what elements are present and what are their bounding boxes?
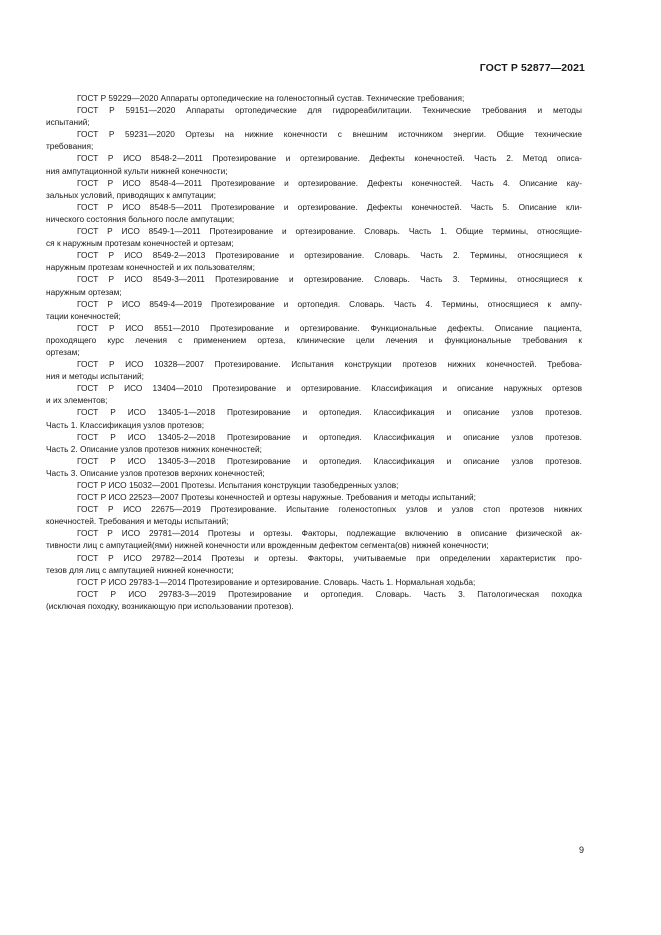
reference-line-first: ГОСТ Р ИСО 8549-4—2019 Протезирование и ортопедия. Словарь. Часть 4. Термины, относящиеся к ампу- — [77, 298, 582, 309]
reference-line-continuation: тации конечностей; — [46, 310, 121, 321]
reference-line-continuation: наружным протезам конечностей и их пользователям; — [46, 262, 255, 273]
reference-line-first: ГОСТ Р 59231—2020 Ортезы на нижние конечности с внешним источником энергии. Общие технические — [77, 129, 582, 140]
reference-item — [46, 358, 582, 382]
reference-item — [46, 152, 582, 176]
reference-line-continuation: ния ампутационной культи нижней конечности; — [46, 165, 228, 176]
document-header: ГОСТ Р 52877—2021 — [479, 62, 585, 74]
reference-item — [46, 104, 582, 128]
reference-item — [46, 322, 582, 358]
reference-line-continuation: тезов для лиц с ампутацией нижней конечности; — [46, 564, 234, 575]
references-list — [46, 92, 582, 612]
reference-line-first: ГОСТ Р ИСО 13404—2010 Протезирование и ортезирование. Классификация и описание наружных ортезов — [77, 383, 582, 394]
reference-line-first: ГОСТ Р 59229—2020 Аппараты ортопедические на голеностопный сустав. Технические требования; — [77, 93, 465, 103]
reference-item — [46, 382, 582, 406]
reference-line-first: ГОСТ Р ИСО 29781—2014 Протезы и ортезы. Факторы, подлежащие включению в описание физической ак- — [77, 528, 582, 539]
reference-line-continuation: нического состояния больного после ампутации; — [46, 213, 235, 224]
reference-line-continuation: проходящего курс лечения с применением ортеза, клинические цели лечения и функциональные требования к — [46, 334, 582, 345]
reference-line-continuation: ся к наружным протезам конечностей и ортезам; — [46, 238, 234, 249]
reference-item — [46, 552, 582, 576]
reference-line-continuation: зальных условий, приводящих к ампутации; — [46, 189, 216, 200]
reference-line-first: ГОСТ Р ИСО 8549-3—2011 Протезирование и ортезирование. Словарь. Часть 3. Термины, относящиеся к — [77, 274, 582, 285]
reference-item — [77, 479, 582, 491]
reference-line-continuation: тивности лиц с ампутацией(ями) нижней конечности или врожденным дефектом сегмента(ов) нижней конечности; — [46, 540, 489, 551]
reference-line-first: ГОСТ Р ИСО 8549-2—2013 Протезирование и ортезирование. Словарь. Часть 2. Термины, относящиеся к — [77, 250, 582, 261]
reference-line-continuation: Часть 1. Классификация узлов протезов; — [46, 419, 205, 430]
reference-item — [46, 503, 582, 527]
reference-item — [46, 128, 582, 152]
reference-item — [46, 273, 582, 297]
reference-item — [46, 431, 582, 455]
reference-line-continuation: ния и методы испытаний; — [46, 371, 144, 382]
reference-item — [46, 527, 582, 551]
reference-line-continuation: Часть 2. Описание узлов протезов нижних конечностей; — [46, 443, 262, 454]
reference-line-first: ГОСТ Р 59151—2020 Аппараты ортопедические для гидрореабилитации. Технические требования и методы — [77, 105, 582, 116]
reference-line-first: ГОСТ Р ИСО 8549-1—2011 Протезирование и ортезирование. Словарь. Часть 1. Общие термины, относящие- — [77, 226, 582, 237]
reference-line-continuation: (исключая походку, возникающую при использовании протезов). — [46, 600, 294, 611]
reference-line-continuation: требования; — [46, 141, 94, 152]
reference-line-first: ГОСТ Р ИСО 22675—2019 Протезирование. Испытание голеностопных узлов и узлов стоп протезов нижних — [77, 504, 582, 515]
reference-line-first: ГОСТ Р ИСО 10328—2007 Протезирование. Испытания конструкции протезов нижних конечностей. Требова- — [77, 359, 582, 370]
reference-item — [46, 177, 582, 201]
reference-line-first: ГОСТ Р ИСО 15032—2001 Протезы. Испытания конструкции тазобедренных узлов; — [77, 480, 399, 490]
reference-line-first: ГОСТ Р ИСО 8551—2010 Протезирование и ортезирование. Функциональные дефекты. Описание пациента, — [77, 322, 582, 333]
reference-item — [46, 588, 582, 612]
reference-item — [46, 201, 582, 225]
reference-line-continuation: конечностей. Требования и методы испытаний; — [46, 516, 229, 527]
reference-item — [46, 298, 582, 322]
reference-line-first: ГОСТ Р ИСО 8548-4—2011 Протезирование и ортезирование. Дефекты конечностей. Часть 4. Описание кау- — [77, 177, 582, 188]
reference-item — [46, 455, 582, 479]
reference-line-continuation: и их элементов; — [46, 395, 108, 406]
reference-line-continuation: наружным ортезам; — [46, 286, 122, 297]
reference-line-first: ГОСТ Р ИСО 13405-2—2018 Протезирование и ортопедия. Классификация и описание узлов протезов. — [77, 431, 582, 442]
reference-item — [46, 249, 582, 273]
reference-item — [77, 92, 582, 104]
reference-line-continuation: ортезам; — [46, 346, 80, 357]
reference-item — [46, 225, 582, 249]
reference-line-continuation: испытаний; — [46, 117, 90, 128]
reference-line-continuation: Часть 3. Описание узлов протезов верхних конечностей; — [46, 467, 265, 478]
reference-line-first: ГОСТ Р ИСО 29782—2014 Протезы и ортезы. Факторы, учитываемые при определении характеристик про- — [77, 552, 582, 563]
reference-line-first: ГОСТ Р ИСО 8548-2—2011 Протезирование и ортезирование. Дефекты конечностей. Часть 2. Метод описа- — [77, 153, 582, 164]
reference-item — [77, 576, 582, 588]
reference-item — [77, 491, 582, 503]
reference-line-first: ГОСТ Р ИСО 29783-3—2019 Протезирование и ортопедия. Словарь. Часть 3. Патологическая походка — [77, 588, 582, 599]
page-number: 9 — [578, 845, 584, 855]
reference-line-first: ГОСТ Р ИСО 8548-5—2011 Протезирование и ортезирование. Дефекты конечностей. Часть 5. Описание кли- — [77, 201, 582, 212]
reference-line-first: ГОСТ Р ИСО 22523—2007 Протезы конечностей и ортезы наружные. Требования и методы испытаний; — [77, 492, 476, 503]
reference-item — [46, 406, 582, 430]
reference-line-first: ГОСТ Р ИСО 29783-1—2014 Протезирование и ортезирование. Словарь. Часть 1. Нормальная ходьба; — [77, 576, 476, 587]
reference-line-first: ГОСТ Р ИСО 13405-3—2018 Протезирование и ортопедия. Классификация и описание узлов протезов. — [77, 455, 582, 466]
reference-line-first: ГОСТ Р ИСО 13405-1—2018 Протезирование и ортопедия. Классификация и описание узлов протезов. — [77, 407, 582, 418]
